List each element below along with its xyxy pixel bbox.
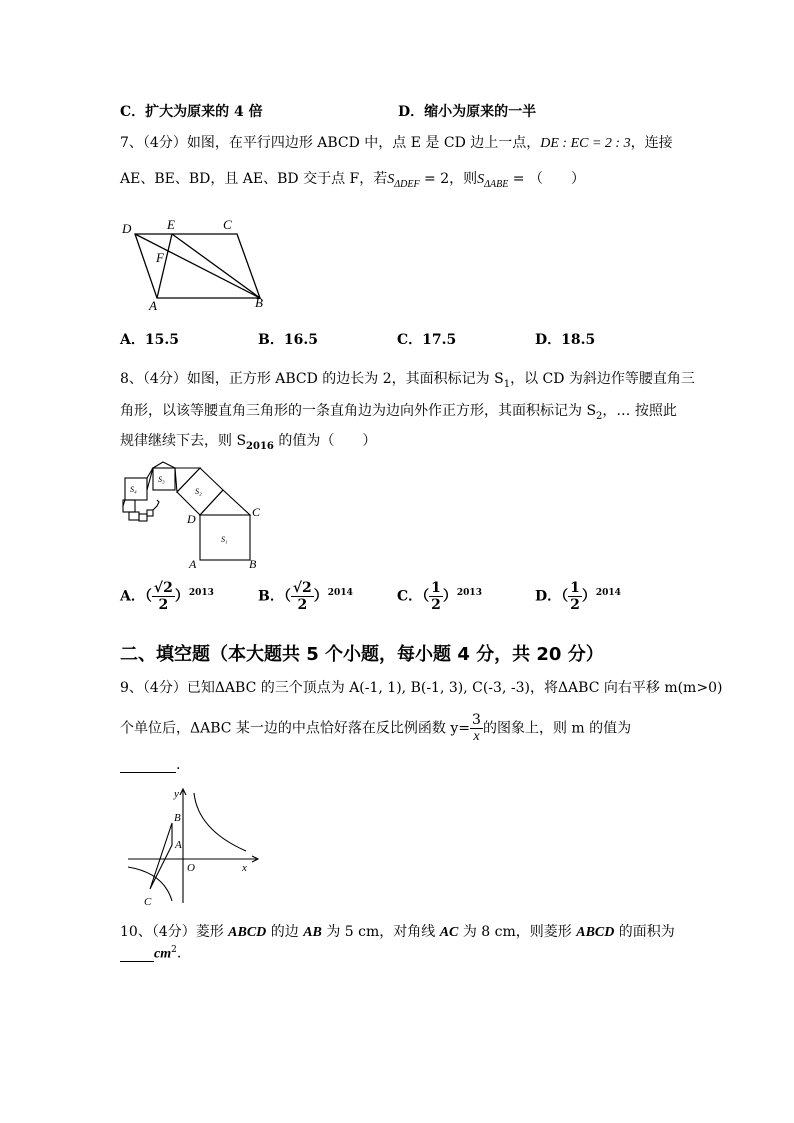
q6-option-d: D．缩小为原来的一半	[398, 104, 537, 120]
q10-unit-exp: 2	[171, 945, 177, 955]
q8-option-b: B．（ $\frac{√2}{2}$ ）$^{2014}$	[258, 580, 353, 613]
q8-line-3	[120, 434, 376, 452]
q8-line-2	[120, 404, 677, 422]
q8-line-1	[120, 372, 695, 390]
q8-spiral-squares-figure	[115, 460, 275, 572]
q8-label-s3: S₃	[158, 475, 165, 484]
q9-label-c: C	[144, 896, 152, 907]
q9-line-1: 9、（4分）已知ΔABC 的三个顶点为 A(-1, 1), B(-1, 3), C(-3, -3)，将ΔABC 向右平移 m(m>0)	[120, 680, 723, 696]
q9-coordinate-figure	[120, 785, 265, 907]
q8-text: 规律继续下去，则 S	[120, 433, 247, 449]
q8-option-d: D．（ $\frac{1}{2}$ ）$^{2014}$	[535, 580, 621, 613]
q7-area-def: $S_{\Delta DEF}$	[387, 172, 420, 190]
q7-label-b: B	[255, 295, 263, 310]
q8-sub: 2	[596, 410, 603, 422]
q7-text: 7、（4分）如图，在平行四边形 ABCD 中，点 E 是 CD 边上一点，	[120, 135, 541, 151]
q9-line-3	[120, 758, 180, 773]
q9-label-x: x	[242, 862, 247, 874]
q7-text: ，则	[449, 171, 478, 187]
q8-sub: 2016	[246, 440, 274, 452]
q7-label-d: D	[122, 221, 132, 236]
q7-option-b: B．16.5	[258, 332, 318, 348]
section-heading: 二、填空题（本大题共 5 个小题，每小题 4 分，共 20 分）	[120, 644, 604, 665]
q10-text: .	[176, 945, 182, 962]
q7-label-e: E	[167, 217, 175, 232]
q8-label-s4: S₄	[130, 485, 137, 494]
q7-text: = （ ）	[508, 171, 585, 187]
q10-answer-blank	[120, 947, 154, 962]
q9-label-b: B	[174, 812, 181, 824]
q9-fraction: $\frac{3}{x}$	[472, 712, 481, 744]
q10-text: 为 5 cm，对角线	[321, 924, 440, 940]
q10-line-2	[120, 946, 181, 962]
q8-text: 的值为（ ）	[273, 433, 377, 449]
q10-line-1	[120, 925, 675, 940]
q8-text: ，… 按照此	[602, 403, 677, 419]
q7-option-d: D．18.5	[535, 332, 596, 348]
q8-text: 角形，以该等腰直角三角形的一条直角边为边向外作正方形，其面积标记为 S	[120, 403, 597, 419]
q7-label-f: F	[156, 250, 164, 265]
q8-text: ，以 CD 为斜边作等腰直角三	[510, 371, 695, 387]
q8-label-s2: S₂	[195, 487, 202, 496]
q8-label-s1: S₁	[221, 535, 228, 544]
q9-text: .	[176, 757, 181, 773]
q7-label-a: A	[149, 298, 157, 313]
q10-text: 的边	[266, 924, 304, 940]
q8-label-c: C	[252, 505, 261, 519]
q7-option-a: A．15.5	[120, 332, 179, 348]
q7-text: = 2	[419, 171, 450, 187]
q9-label-o: O	[187, 862, 195, 874]
q7-area-abe: $S_{\Delta ABE}$	[477, 172, 509, 190]
q7-label-c: C	[223, 217, 232, 232]
q9-line-2	[120, 712, 631, 745]
q7-option-c: C．17.5	[397, 332, 457, 348]
q10-text: 的面积为	[614, 924, 675, 940]
q9-text: 个单位后，ΔABC 某一边的中点恰好落在反比例函数 y=	[120, 720, 471, 737]
q10-term: AC	[439, 925, 459, 940]
q8-text: 8、（4分）如图，正方形 ABCD 的边长为 2，其面积标记为 S	[120, 371, 504, 387]
q10-term: ABCD	[576, 925, 615, 940]
q9-text: 的图象上，则 m 的值为	[482, 720, 632, 737]
q10-term: AB	[303, 925, 322, 940]
q9-answer-blank	[120, 758, 176, 773]
q7-ratio: DE : EC = 2 : 3	[540, 136, 631, 151]
q7-parallelogram-figure	[115, 212, 280, 314]
q7-text: ，连接	[630, 135, 673, 151]
q8-label-d: D	[187, 512, 196, 526]
q10-text: 10、（4分）菱形	[120, 924, 229, 940]
q8-label-a: A	[189, 557, 197, 571]
q8-sub: 1	[503, 378, 511, 390]
q7-text: AE、BE、BD，且 AE、BD 交于点 F，若	[120, 171, 388, 187]
q10-text: 为 8 cm，则菱形	[458, 924, 577, 940]
q6-option-c: C．扩大为原来的 4 倍	[120, 104, 263, 120]
q10-unit: cm	[154, 946, 172, 962]
q9-label-a: A	[175, 839, 182, 851]
q7-line-1	[120, 136, 673, 151]
q8-option-c: C．（ $\frac{1}{2}$ ）$^{2013}$	[397, 580, 482, 613]
q8-option-a: A．（ $\frac{√2}{2}$ ）$^{2013}$	[120, 580, 214, 613]
q7-line-2	[120, 172, 585, 190]
q10-term: ABCD	[228, 925, 267, 940]
q9-label-y: y	[174, 788, 179, 800]
q8-label-b: B	[249, 557, 257, 571]
